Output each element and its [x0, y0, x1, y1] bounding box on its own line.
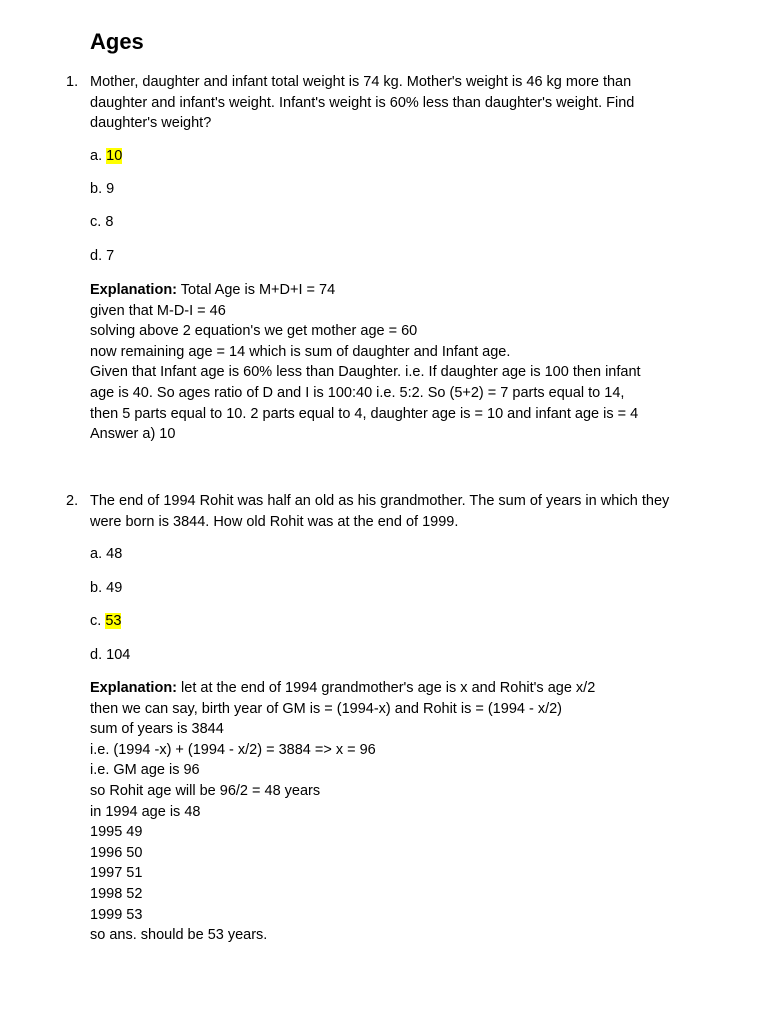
explanation-text: let at the end of 1994 grandmother's age is x and Rohit's age x/2 [181, 680, 596, 696]
explanation-line: i.e. (1994 -x) + (1994 - x/2) = 3884 => x = 96 [90, 741, 376, 758]
option-value: 8 [105, 214, 114, 230]
option-letter: d. [90, 647, 103, 663]
question-text: The end of 1994 Rohit was half an old as his grandmother. The sum of years in which they were born is 3844. How old Rohit was at the end of 1999. [90, 493, 670, 530]
option-letter: d. [90, 248, 103, 264]
explanation-line [90, 280, 680, 301]
explanation-line [90, 678, 680, 699]
option-c [90, 611, 121, 631]
option-b [90, 179, 114, 199]
option-value-highlighted: 53 [105, 613, 122, 629]
explanation-line: then we can say, birth year of GM is = (1994-x) and Rohit is = (1994 - x/2) [90, 700, 563, 717]
explanation-line: sum of years is 3844 [90, 721, 224, 738]
option-value: 48 [106, 546, 123, 562]
page-title: Ages [90, 29, 144, 54]
explanation-line: i.e. GM age is 96 [90, 762, 200, 779]
option-value: 9 [106, 181, 115, 197]
explanation-line: solving above 2 equation's we get mother age = 60 [90, 323, 418, 340]
explanation-1 [90, 280, 680, 445]
option-value: 7 [106, 248, 115, 264]
option-d [90, 246, 114, 266]
question-2 [66, 491, 680, 532]
explanation-line: Answer a) 10 [90, 426, 176, 443]
explanation-line: given that M-D-I = 46 [90, 302, 226, 319]
option-value: 49 [106, 580, 123, 596]
question-text: Mother, daughter and infant total weight is 74 kg. Mother's weight is 46 kg more than daughter and infant's weight. Infant's weight is 60% less than daughter's weight. Find daughter's weight? [90, 74, 635, 131]
option-value: 104 [106, 647, 131, 663]
option-letter: c. [90, 613, 102, 629]
option-letter: b. [90, 181, 103, 197]
explanation-line: 1995 49 [90, 824, 143, 841]
question-1 [66, 72, 680, 134]
explanation-2 [90, 678, 680, 946]
explanation-line: now remaining age = 14 which is sum of daughter and Infant age. [90, 343, 511, 360]
explanation-label: Explanation: [90, 282, 178, 298]
option-a [90, 146, 122, 166]
explanation-line: so ans. should be 53 years. [90, 927, 268, 944]
explanation-label: Explanation: [90, 680, 178, 696]
question-number: 1. [66, 74, 79, 90]
explanation-line: 1997 51 [90, 865, 143, 882]
option-value-highlighted: 10 [106, 148, 123, 164]
explanation-text: Total Age is M+D+I = 74 [180, 282, 336, 298]
explanation-line: 1996 50 [90, 844, 143, 861]
explanation-line: so Rohit age will be 96/2 = 48 years [90, 782, 321, 799]
option-letter: b. [90, 580, 103, 596]
option-letter: c. [90, 214, 102, 230]
option-c [90, 212, 113, 232]
explanation-line: 1998 52 [90, 885, 143, 902]
explanation-line: then 5 parts equal to 10. 2 parts equal to 4, daughter age is = 10 and infant age is = 4 [90, 405, 639, 422]
option-b [90, 578, 122, 598]
question-number: 2. [66, 493, 79, 509]
explanation-line: in 1994 age is 48 [90, 803, 201, 820]
option-a [90, 544, 122, 564]
option-letter: a. [90, 546, 103, 562]
option-letter: a. [90, 148, 103, 164]
explanation-line: 1999 53 [90, 906, 143, 923]
option-d [90, 645, 130, 665]
explanation-line: age is 40. So ages ratio of D and I is 100:40 i.e. 5:2. So (5+2) = 7 parts equal to 14, [90, 384, 625, 401]
explanation-line: Given that Infant age is 60% less than Daughter. i.e. If daughter age is 100 then infant [90, 364, 641, 381]
